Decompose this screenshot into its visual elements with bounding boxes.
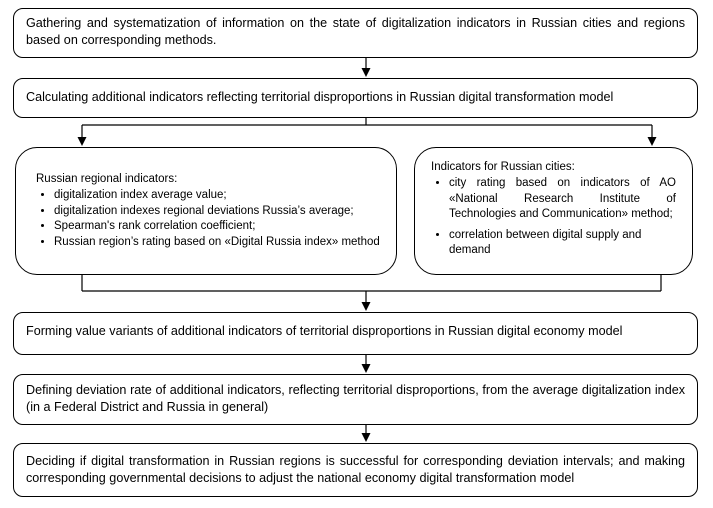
- step-define-deviation-text: Defining deviation rate of additional indicators, reflecting territorial disproportions, from the average digitalization index (in a Federal District and Russia in general): [26, 383, 685, 414]
- step-calc-indicators-text: Calculating additional indicators reflecting territorial disproportions in Russian digital transformation model: [26, 90, 614, 104]
- arrowhead-merge: [362, 302, 371, 311]
- list-item: • city rating based on indicators of AO «National Research Institute of Technologies and Communication» method;: [449, 176, 676, 223]
- arrowhead-4-5: [362, 433, 371, 442]
- step-calc-indicators: [13, 78, 698, 118]
- arrowhead-3-4: [362, 364, 371, 373]
- city-indicators-list: [431, 176, 676, 267]
- list-item: • Russian region’s rating based on «Digital Russia index» method: [54, 235, 386, 251]
- arrowhead-split-left: [78, 137, 87, 146]
- step-define-deviation: [13, 374, 698, 425]
- city-indicators-box: [414, 147, 693, 275]
- list-item: • Spearman's rank correlation coefficient;: [54, 219, 386, 235]
- regional-indicators-list: [36, 188, 386, 250]
- list-item: • correlation between digital supply and demand: [449, 228, 676, 259]
- step-form-variants: [13, 312, 698, 355]
- arrowhead-1-2: [362, 68, 371, 77]
- regional-indicators-title: Russian regional indicators:: [36, 173, 178, 185]
- step-decide: [13, 443, 698, 497]
- regional-indicators-box: [15, 147, 397, 275]
- step-gather-info-text: Gathering and systematization of information on the state of digitalization indicators in Russian cities and regions based on corresponding methods.: [26, 16, 685, 47]
- city-indicators-title: Indicators for Russian cities:: [431, 161, 575, 173]
- step-decide-text: Deciding if digital transformation in Russian regions is successful for corresponding deviation intervals; and making corresponding governmental decisions to adjust the national economy digital transformation model: [26, 454, 685, 485]
- step-gather-info: [13, 8, 698, 58]
- step-form-variants-text: Forming value variants of additional indicators of territorial disproportions in Russian digital economy model: [26, 324, 623, 338]
- list-item: • digitalization index average value;: [54, 188, 386, 204]
- list-item: • digitalization indexes regional deviations Russia’s average;: [54, 204, 386, 220]
- arrowhead-split-right: [648, 137, 657, 146]
